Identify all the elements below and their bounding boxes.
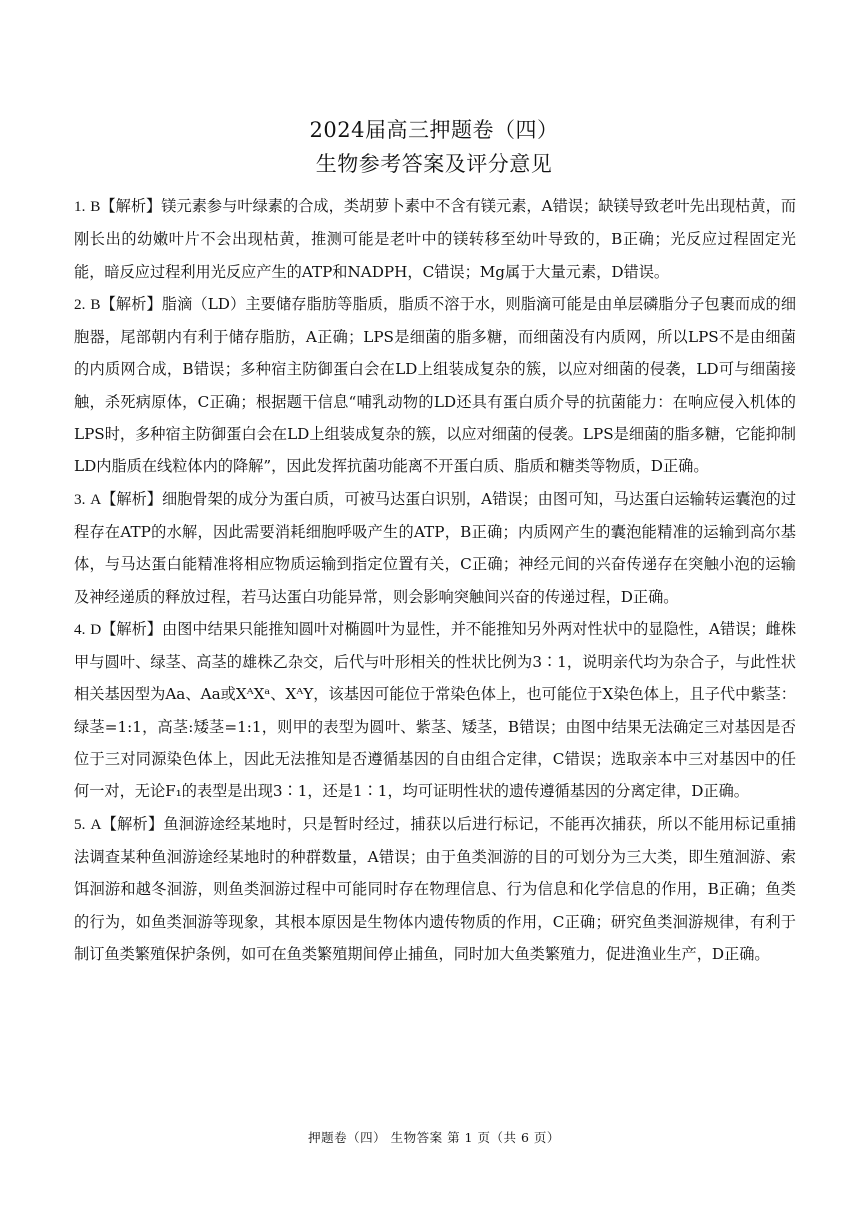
analysis-tag: 【解析】 [101, 489, 162, 508]
analysis-tag: 【解析】 [100, 294, 162, 313]
answer-choice: A [90, 490, 102, 508]
analysis-text: 镁元素参与叶绿素的合成，类胡萝卜素中不含有镁元素，A错误；缺镁导致老叶先出现枯黄，而刚长出的幼嫩叶片不会出现枯黄，推测可能是老叶中的镁转移至幼叶导致的，B正确；光反应过程固定光能，暗反应过程利用光反应产生的ATP和NADPH，C错误；Mg属于大量元素，D错误。 [74, 197, 797, 281]
analysis-tag: 【解析】 [100, 197, 162, 215]
analysis-text: 鱼洄游途经某地时，只是暂时经过，捕获以后进行标记，不能再次捕获，所以不能用标记重捕法调查某种鱼洄游途经某地时的种群数量，A错误；由于鱼类洄游的目的可划分为三大类，即生殖洄游、索饵洄游和越冬洄游，则鱼类洄游过程中可能同时存在物理信息、行为信息和化学信息的作用，B正确；鱼类的行为，如鱼类洄游等现象，其根本原因是生物体内遗传物质的作用，C正确；研究鱼类洄游规律，有利于制订鱼类繁殖保护条例，如可在鱼类繁殖期间停止捕鱼，同时加大鱼类繁殖力，促进渔业生产，D正确。 [74, 814, 797, 963]
answer-choice: B [90, 295, 101, 313]
analysis-text: 脂滴（LD）主要储存脂肪等脂质，脂质不溶于水，则脂滴可能是由单层磷脂分子包裹而成的细胞器，尾部朝内有利于储存脂肪，A正确；LPS是细菌的脂多糖，而细菌没有内质网，所以LPS不是由细菌的内质网合成，B错误；多种宿主防御蛋白会在LD上组装成复杂的簇，以应对细菌的侵袭，LD可与细菌接触，杀死病原体，C正确；根据题干信息“哺乳动物的LD还具有蛋白质介导的抗菌能力：在响应侵入机体的LPS时，多种宿主防御蛋白会在LD上组装成复杂的簇，以应对细菌的侵袭。LPS是细菌的脂多糖，它能抑制LD内脂质在线粒体内的降解”，因此发挥抗菌功能离不开蛋白质、脂质和糖类等物质，D正确。 [74, 294, 797, 476]
document-title: 2024届高三押题卷（四） [309, 118, 559, 142]
answer-item-1 [74, 190, 796, 288]
answer-choice: B [90, 198, 101, 215]
answer-item-4 [74, 613, 796, 808]
question-number: 4. [74, 620, 86, 638]
answer-choice: A [90, 815, 102, 833]
analysis-text: 由图中结果只能推知圆叶对椭圆叶为显性，并不能推知另外两对性状中的显隐性，A错误；雌株甲与圆叶、绿茎、高茎的雄株乙杂交，后代与叶形相关的性状比例为3∶1，说明亲代均为杂合子，与此性状相关基因型为Aa、Aa或XᴬXᵃ、XᴬY，该基因可能位于常染色体上，也可能位于X染色体上，且子代中紫茎：绿茎=1:1，高茎:矮茎=1:1，则甲的表型为圆叶、紫茎、矮茎，B错误；由图中结果无法确定三对基因是否位于三对同源染色体上，因此无法推知是否遵循基因的自由组合定律，C错误；选取亲本中三对基因中的任何一对，无论F₁的表型是出现3∶1，还是1∶1，均可证明性状的遗传遵循基因的分离定律，D正确。 [74, 619, 797, 801]
analysis-tag: 【解析】 [101, 814, 164, 833]
answer-item-5 [74, 808, 796, 970]
question-number: 2. [74, 295, 86, 313]
answer-item-2 [74, 288, 796, 483]
answer-item-3 [74, 483, 796, 613]
page-footer: 押题卷（四） 生物答案 第 1 页（共 6 页） [308, 1130, 560, 1145]
analysis-tag: 【解析】 [101, 619, 162, 638]
answer-list [74, 190, 796, 970]
answer-choice: D [90, 620, 102, 638]
document-subtitle: 生物参考答案及评分意见 [315, 152, 553, 176]
question-number: 5. [74, 815, 86, 833]
question-number: 1. [74, 198, 86, 215]
analysis-text: 细胞骨架的成分为蛋白质，可被马达蛋白识别，A错误；由图可知，马达蛋白运输转运囊泡的过程存在ATP的水解，因此需要消耗细胞呼吸产生的ATP，B正确；内质网产生的囊泡能精准的运输到高尔基体，与马达蛋白能精准将相应物质运输到指定位置有关，C正确；神经元间的兴奋传递存在突触小泡的运输及神经递质的释放过程，若马达蛋白功能异常，则会影响突触间兴奋的传递过程，D正确。 [74, 489, 797, 606]
question-number: 3. [74, 490, 86, 508]
